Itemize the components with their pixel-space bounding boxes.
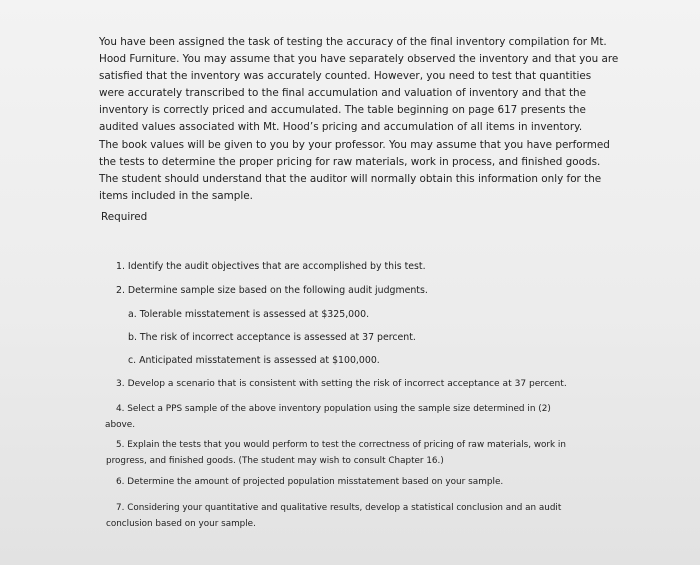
- requirement-3: 3. Develop a scenario that is consistent with setting the risk of incorrect acceptance at 37 percent.: [116, 379, 567, 389]
- book-values-paragraph: The book values will be given to you by your professor. You may assume that you have performed the tests to determine the proper pricing for raw materials, work in process, and finished goods. The student should understand that the auditor will normally obtain this information only for the items included in the sample.: [99, 139, 610, 202]
- requirement-2: 2. Determine sample size based on the following audit judgments.: [116, 285, 428, 296]
- intro-paragraph: You have been assigned the task of testing the accuracy of the final inventory compilation for Mt. Hood Furniture. You may assume that you have separately observed the inventory and that you are satisfied that the inventory was accurately counted. However, you need to test that quantities were accurately transcribed to the final accumulation and valuation of inventory and that the inventory is correctly priced and accumulated. The table beginning on page 617 presents the audited values associated with Mt. Hood’s pricing and accumulation of all items in inventory.: [99, 36, 619, 133]
- requirement-7-line1: 7. Considering your quantitative and qualitative results, develop a statistical conclusion and an audit: [116, 503, 562, 513]
- requirement-5-line2: progress, and finished goods. (The student may wish to consult Chapter 16.): [106, 456, 444, 466]
- requirement-5-line1: 5. Explain the tests that you would perform to test the correctness of pricing of raw materials, work in: [116, 440, 566, 450]
- requirement-1: 1. Identify the audit objectives that are accomplished by this test.: [116, 261, 426, 272]
- required-heading: Required: [101, 211, 148, 223]
- requirement-4-line1: 4. Select a PPS sample of the above inventory population using the sample size determined in (2): [116, 404, 551, 414]
- requirement-2b: b. The risk of incorrect acceptance is assessed at 37 percent.: [128, 332, 416, 343]
- requirement-6: 6. Determine the amount of projected population misstatement based on your sample.: [116, 477, 504, 487]
- requirement-2a: a. Tolerable misstatement is assessed at $325,000.: [128, 309, 370, 320]
- requirement-4-line2: above.: [105, 420, 136, 430]
- requirement-2c: c. Anticipated misstatement is assessed at $100,000.: [128, 355, 380, 366]
- requirement-7-line2: conclusion based on your sample.: [106, 519, 256, 529]
